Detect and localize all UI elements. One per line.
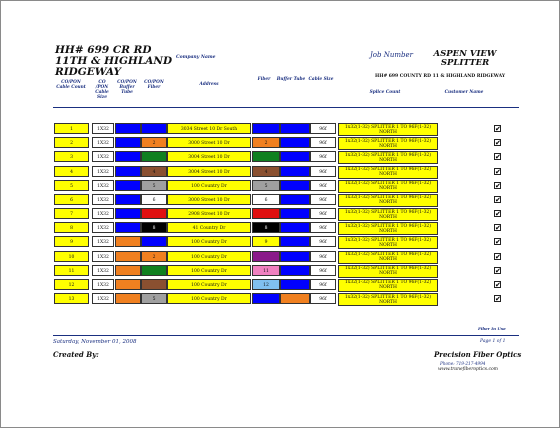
cable-size-value-cell: 96f [310, 236, 336, 247]
splice-count-cell: 1x32(1-32) SPLITTER 1 TO 96F(1-32) NORTH [338, 279, 438, 292]
row-checkbox[interactable]: ✔ [495, 195, 501, 204]
col-customer-name: Customer Name [444, 90, 484, 95]
address-cell: 3000 Street 10 Dr [167, 194, 251, 205]
fiber-cell [252, 293, 280, 304]
col-cable-size: Cable Size [308, 77, 334, 82]
address-cell: 3004 Street 10 Dr [167, 166, 251, 177]
table-row [54, 236, 516, 249]
cable-size-value-cell: 96f [310, 151, 336, 162]
cable-size-value-cell: 96f [310, 180, 336, 191]
row-checkbox[interactable]: ✔ [495, 280, 501, 289]
buffer-tube-cell [115, 166, 141, 177]
fiber-color-cell: 5 [141, 293, 167, 304]
cable-size-cell: 1X32 [92, 265, 114, 276]
report-date: Saturday, November 01, 2008 [53, 339, 137, 345]
address-cell: 100 Country Dr [167, 293, 251, 304]
created-by-label: Created By: [53, 350, 99, 359]
address-cell: 100 Country Dr [167, 180, 251, 191]
cable-size-value-cell: 96f [310, 251, 336, 262]
cable-size-value-cell: 96f [310, 222, 336, 233]
row-checkbox[interactable]: ✔ [495, 295, 501, 304]
cable-count-cell: 6 [54, 194, 89, 205]
cable-size-value-cell: 96f [310, 166, 336, 177]
address-cell: 3000 Street 10 Dr [167, 137, 251, 148]
project-address: HH# 699 COUNTY RD 11 & HIGHLAND RIDGEWAY [374, 74, 506, 79]
cable-count-cell: 3 [54, 151, 89, 162]
cable-count-cell: 13 [54, 293, 89, 304]
table-row [54, 180, 516, 193]
table-row [54, 251, 516, 264]
cable-count-cell: 8 [54, 222, 89, 233]
table-row [54, 123, 516, 136]
fiber-color-cell: 6 [141, 194, 167, 205]
cable-size-cell: 1X32 [92, 137, 114, 148]
cable-count-cell: 9 [54, 236, 89, 247]
row-checkbox[interactable]: ✔ [495, 224, 501, 233]
address-cell: 100 Country Dr [167, 279, 251, 290]
cable-size-cell: 1X32 [92, 151, 114, 162]
fiber-cell [252, 208, 280, 219]
brand-name: Precision Fiber Optics [434, 350, 522, 359]
buffer-cell [280, 151, 310, 162]
buffer-cell [280, 265, 310, 276]
col-address: Address [199, 82, 219, 87]
row-checkbox[interactable]: ✔ [495, 238, 501, 247]
table-row [54, 208, 516, 221]
table-row [54, 222, 516, 235]
cable-size-cell: 1X32 [92, 208, 114, 219]
row-checkbox[interactable]: ✔ [495, 153, 501, 162]
col-co-pon-fiber: CO/PON Fiber [144, 80, 164, 90]
fiber-color-cell: 4 [141, 166, 167, 177]
cable-count-cell: 5 [54, 180, 89, 191]
col-fiber: Fiber [257, 77, 271, 82]
cable-count-cell: 10 [54, 251, 89, 262]
splice-count-cell: 1x32(1-32) SPLITTER 1 TO 96F(1-32) NORTH [338, 180, 438, 193]
cable-size-cell: 1X32 [92, 166, 114, 177]
page-number: Page 1 of 1 [480, 339, 506, 344]
col-splice-count: Splice Count [369, 90, 401, 95]
brand-phone: Phone: 719-217-4994 [440, 361, 486, 366]
address-cell: 100 Country Dr [167, 265, 251, 276]
buffer-tube-cell [115, 279, 141, 290]
buffer-cell [280, 208, 310, 219]
fiber-cell: 9 [252, 236, 280, 247]
address-cell: 3034 Street 10 Dr South [167, 123, 251, 134]
fiber-color-cell: 2 [141, 251, 167, 262]
fiber-cell [252, 151, 280, 162]
buffer-cell [280, 137, 310, 148]
buffer-cell [280, 194, 310, 205]
cable-size-cell: 1X32 [92, 123, 114, 134]
table-row [54, 293, 516, 306]
cable-size-value-cell: 96f [310, 279, 336, 290]
buffer-cell [280, 293, 310, 304]
cable-size-cell: 1X32 [92, 194, 114, 205]
table-row [54, 151, 516, 164]
job-number-label: Job Number [370, 51, 413, 59]
address-cell: 3004 Street 10 Dr [167, 151, 251, 162]
fiber-in-use-label: Fiber In Use [478, 326, 506, 331]
splice-count-cell: 1x32(1-32) SPLITTER 1 TO 96F(1-32) NORTH [338, 251, 438, 264]
splice-count-cell: 1x32(1-32) SPLITTER 1 TO 96F(1-32) NORTH [338, 166, 438, 179]
buffer-cell [280, 251, 310, 262]
buffer-cell [280, 166, 310, 177]
table-row [54, 265, 516, 278]
buffer-tube-cell [115, 251, 141, 262]
splice-count-cell: 1x32(1-32) SPLITTER 1 TO 96F(1-32) NORTH [338, 265, 438, 278]
buffer-tube-cell [115, 208, 141, 219]
company-name-label: Company Name [176, 55, 216, 60]
cable-size-cell: 1X32 [92, 293, 114, 304]
splice-count-cell: 1x32(1-32) SPLITTER 1 TO 96F(1-32) NORTH [338, 293, 438, 306]
splice-count-cell: 1x32(1-32) SPLITTER 1 TO 96F(1-32) NORTH [338, 123, 438, 136]
cable-size-value-cell: 96f [310, 194, 336, 205]
col-buffer-tube: Buffer Tube [276, 77, 306, 82]
cable-size-value-cell: 96f [310, 293, 336, 304]
address-cell: 100 Country Dr [167, 236, 251, 247]
buffer-cell [280, 123, 310, 134]
cable-size-cell: 1X32 [92, 279, 114, 290]
project-name: ASPEN VIEW SPLITTER [433, 49, 497, 68]
fiber-color-cell [141, 208, 167, 219]
table-row [54, 194, 516, 207]
fiber-cell: 12 [252, 279, 280, 290]
fiber-cell: 6 [252, 194, 280, 205]
buffer-cell [280, 222, 310, 233]
col-co-pon-cable-size: CO /PON Cable Size [95, 80, 109, 100]
buffer-tube-cell [115, 293, 141, 304]
splice-count-cell: 1x32(1-32) SPLITTER 1 TO 96F(1-32) NORTH [338, 208, 438, 221]
cable-size-value-cell: 96f [310, 265, 336, 276]
fiber-color-cell: 2 [141, 137, 167, 148]
row-checkbox[interactable]: ✔ [495, 266, 501, 275]
footer-rule [53, 335, 519, 336]
fiber-cell: 5 [252, 180, 280, 191]
buffer-tube-cell [115, 137, 141, 148]
table-row [54, 137, 516, 150]
buffer-cell [280, 279, 310, 290]
fiber-color-cell [141, 151, 167, 162]
buffer-tube-cell [115, 180, 141, 191]
cable-size-value-cell: 96f [310, 137, 336, 148]
buffer-tube-cell [115, 123, 141, 134]
splice-count-cell: 1x32(1-32) SPLITTER 1 TO 96F(1-32) NORTH [338, 194, 438, 207]
row-checkbox[interactable]: ✔ [495, 125, 501, 133]
address-cell: 41 Country Dr [167, 222, 251, 233]
buffer-tube-cell [115, 151, 141, 162]
splice-count-cell: 1x32(1-32) SPLITTER 1 TO 96F(1-32) NORTH [338, 222, 438, 235]
fiber-cell [252, 251, 280, 262]
brand-website: www.tranefiberoptics.com [438, 367, 498, 372]
cable-count-cell: 1 [54, 123, 89, 134]
report-title: HH# 699 CR RD 11TH & HIGHLAND RIDGEWAY [55, 44, 173, 78]
address-cell: 100 Country Dr [167, 251, 251, 262]
splice-count-cell: 1x32(1-32) SPLITTER 1 TO 96F(1-32) NORTH [338, 137, 438, 150]
cable-size-cell: 1X32 [92, 236, 114, 247]
cable-size-cell: 1X32 [92, 251, 114, 262]
fiber-color-cell [141, 265, 167, 276]
table-row [54, 279, 516, 292]
buffer-tube-cell [115, 265, 141, 276]
buffer-tube-cell [115, 236, 141, 247]
col-co-pon-cable-count: CO/PON Cable Count [56, 80, 86, 90]
buffer-cell [280, 236, 310, 247]
cable-count-cell: 7 [54, 208, 89, 219]
cable-size-value-cell: 96f [310, 208, 336, 219]
fiber-color-cell [141, 123, 167, 134]
fiber-cell: 4 [252, 166, 280, 177]
fiber-cell: 2 [252, 137, 280, 148]
address-cell: 2908 Street 10 Dr [167, 208, 251, 219]
cable-count-cell: 2 [54, 137, 89, 148]
fiber-cell: 8 [252, 222, 280, 233]
cable-size-cell: 1X32 [92, 222, 114, 233]
cable-count-cell: 12 [54, 279, 89, 290]
fiber-color-cell [141, 279, 167, 290]
row-checkbox[interactable]: ✔ [495, 167, 501, 176]
splice-count-cell: 1x32(1-32) SPLITTER 1 TO 96F(1-32) NORTH [338, 151, 438, 164]
header-rule [53, 107, 519, 108]
row-checkbox[interactable]: ✔ [495, 139, 501, 148]
table-row [54, 166, 516, 179]
cable-size-value-cell: 96f [310, 123, 336, 134]
splice-count-cell: 1x32(1-32) SPLITTER 1 TO 96F(1-32) NORTH [338, 236, 438, 249]
row-checkbox[interactable]: ✔ [495, 181, 501, 190]
cable-count-cell: 4 [54, 166, 89, 177]
cable-size-cell: 1X32 [92, 180, 114, 191]
row-checkbox[interactable]: ✔ [495, 210, 501, 219]
fiber-color-cell: 8 [141, 222, 167, 233]
fiber-cell [252, 123, 280, 134]
fiber-cell: 11 [252, 265, 280, 276]
col-co-pon-buffer-tube: CO/PON Buffer Tube [117, 80, 137, 95]
buffer-cell [280, 180, 310, 191]
fiber-color-cell: 5 [141, 180, 167, 191]
buffer-tube-cell [115, 222, 141, 233]
buffer-tube-cell [115, 194, 141, 205]
fiber-color-cell [141, 236, 167, 247]
cable-count-cell: 11 [54, 265, 89, 276]
row-checkbox[interactable]: ✔ [495, 252, 501, 261]
